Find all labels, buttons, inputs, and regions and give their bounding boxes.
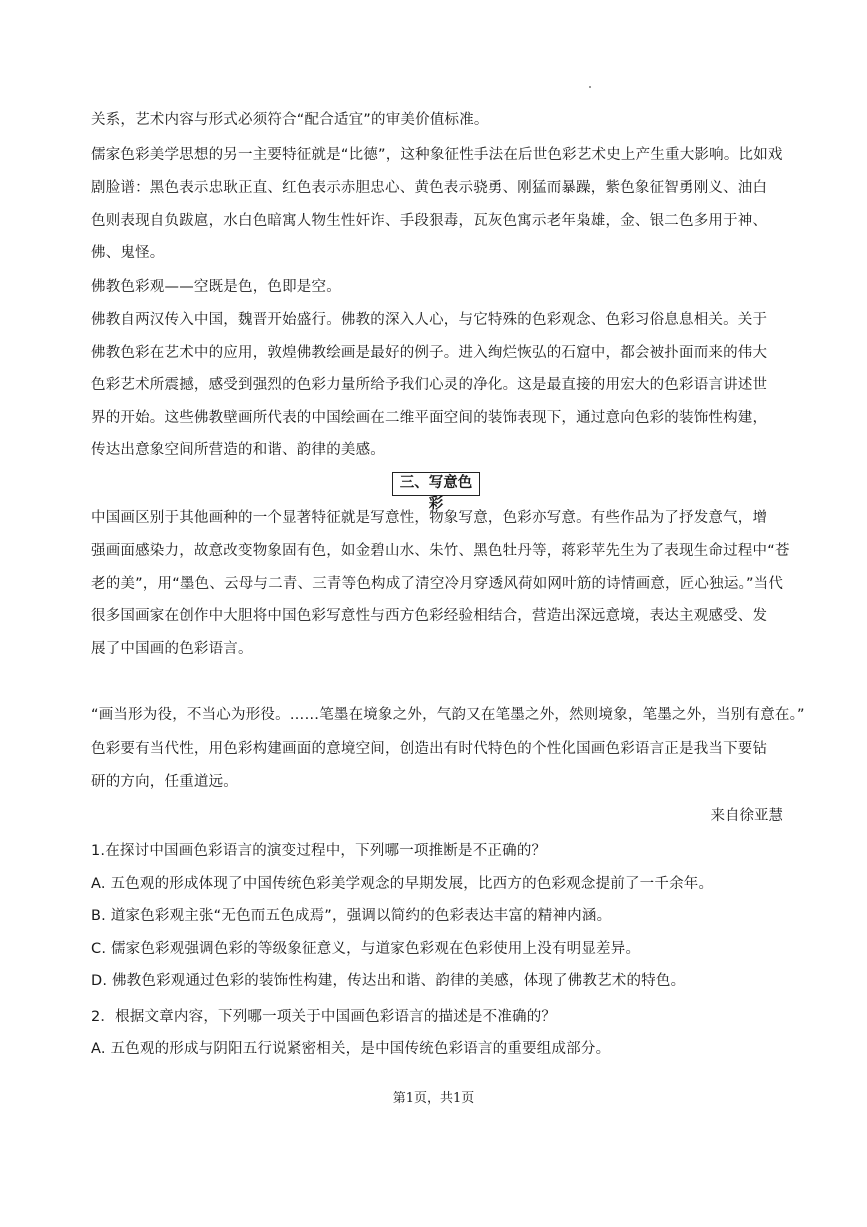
paragraph-line: 中国画区别于其他画种的一个显著特征就是写意性，物象写意，色彩亦写意。有些作品为了抒发意气，增 (91, 510, 768, 526)
question-2: 2．根据文章内容，下列哪一项关于中国画色彩语言的描述是不准确的？ (91, 1009, 557, 1025)
paragraph-line: 色彩艺术所震撼，感受到强烈的色彩力量所给予我们心灵的净化。这是最直接的用宏大的色彩语言讲述世 (91, 377, 768, 393)
scan-speck (589, 86, 591, 88)
paragraph-line: 界的开始。这些佛教壁画所代表的中国绘画在二维平面空间的装饰表现下，通过意向色彩的装饰性构建， (91, 410, 768, 426)
paragraph-line: 色彩要有当代性，用色彩构建画面的意境空间，创造出有时代特色的个性化国画色彩语言正是我当下要钻 (91, 741, 768, 757)
option-c: C. 儒家色彩观强调色彩的等级象征意义，与道家色彩观在色彩使用上没有明显差异。 (91, 941, 641, 957)
option-d: D. 佛教色彩观通过色彩的装饰性构建，传达出和谐、韵律的美感，体现了佛教艺术的特色。 (91, 973, 686, 989)
paragraph-line: 佛教色彩在艺术中的应用，敦煌佛教绘画是最好的例子。进入绚烂恢弘的石窟中，都会被扑面而来的伟大 (91, 345, 768, 361)
option-a: A. 五色观的形成与阴阳五行说紧密相关，是中国传统色彩语言的重要组成部分。 (91, 1041, 611, 1057)
option-b: B. 道家色彩观主张“无色而五色成焉”，强调以简约的色彩表达丰富的精神内涵。 (91, 908, 612, 924)
quote-line: “画当形为役，不当心为形役。……笔墨在境象之外，气韵又在笔墨之外，然则境象，笔墨之外，当别有意在。” (91, 707, 805, 723)
paragraph-line: 老的美”，用“墨色、云母与二青、三青等色构成了清空冷月穿透风荷如网叶筋的诗情画意，匠心独运。”当代 (91, 576, 784, 592)
question-1: 1.在探讨中国画色彩语言的演变过程中，下列哪一项推断是不正确的？ (91, 843, 547, 859)
paragraph-line: 佛教自两汉传入中国，魏晋开始盛行。佛教的深入人心，与它特殊的色彩观念、色彩习俗息息相关。关于 (91, 312, 768, 328)
section-heading: 三、写意色彩 (392, 472, 480, 496)
paragraph-line: 传达出意象空间所营造的和谐、韵律的美感。 (91, 442, 385, 458)
paragraph-line: 很多国画家在创作中大胆将中国色彩写意性与西方色彩经验相结合，营造出深远意境，表达主观感受、发 (91, 608, 768, 624)
source-attribution: 来自徐亚慧 (710, 808, 783, 824)
option-a: A. 五色观的形成体现了中国传统色彩美学观念的早期发展，比西方的色彩观念提前了一千余年。 (91, 876, 714, 892)
page-number-footer: 第1页，共1页 (392, 1091, 475, 1106)
paragraph-line: 佛、鬼怪。 (91, 245, 165, 261)
subheading-buddhist: 佛教色彩观——空既是色，色即是空。 (91, 279, 341, 295)
paragraph-line: 关系，艺术内容与形式必须符合“配合适宜”的审美价值标准。 (91, 112, 489, 128)
paragraph-line: 剧脸谱：黑色表示忠耿正直、红色表示赤胆忠心、黄色表示骁勇、刚猛而暴躁，紫色象征智勇刚义、油白 (91, 180, 768, 196)
paragraph-line: 儒家色彩美学思想的另一主要特征就是“比德”，这种象征性手法在后世色彩艺术史上产生重大影响。比如戏 (91, 147, 783, 163)
paragraph-line: 展了中国画的色彩语言。 (91, 641, 253, 657)
paragraph-line: 色则表现自负跋扈，水白色暗寓人物生性奸诈、手段狠毒，瓦灰色寓示老年枭雄，金、银二色多用于神、 (91, 213, 768, 229)
paragraph-line: 强画面感染力，故意改变物象固有色，如金碧山水、朱竹、黑色牡丹等，蒋彩苹先生为了表现生命过程中“苍 (91, 543, 790, 559)
paragraph-line: 研的方向，任重道远。 (91, 774, 238, 790)
